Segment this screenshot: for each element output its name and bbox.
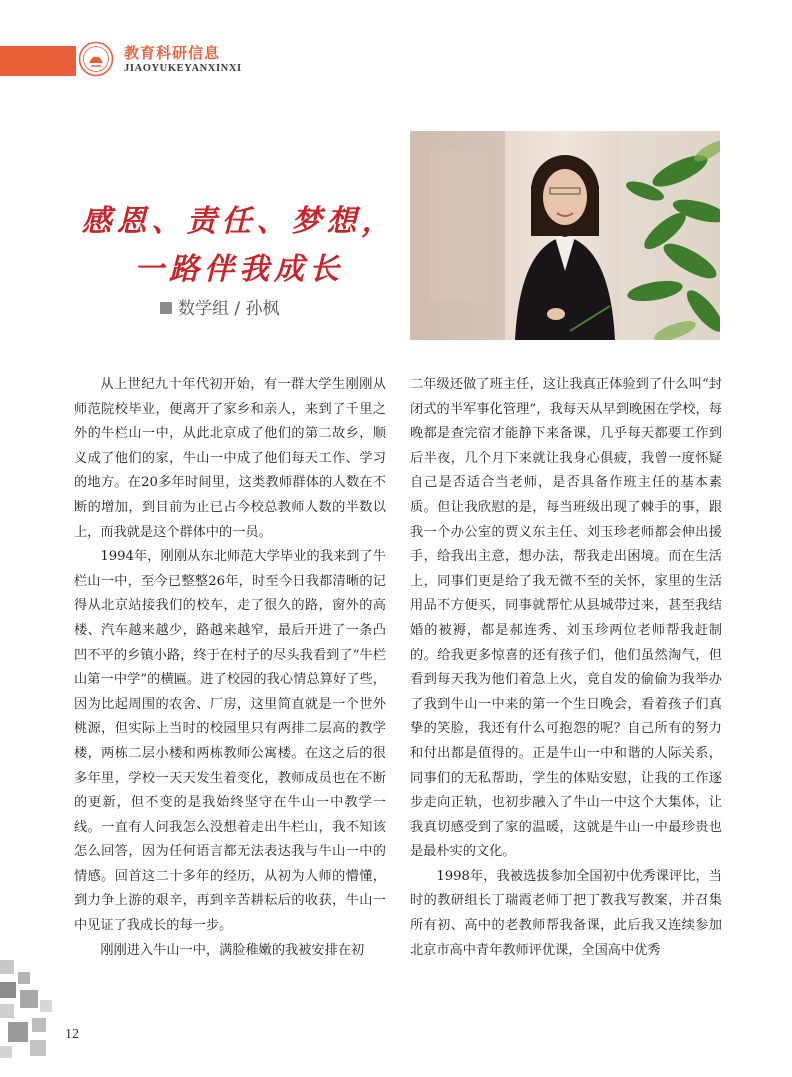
article-title-line2: 一路伴我成长 [134,252,344,287]
square-bullet-icon [160,302,172,314]
header-accent-bar [0,46,76,76]
body-column-right [410,373,722,963]
byline-text: 数学组 / 孙枫 [178,299,280,319]
decorative-squares-icon [0,960,80,1077]
magazine-title-pinyin: JIAOYUKEYANXINXI [124,63,242,74]
page-number: 12 [65,1027,79,1042]
body-column-left [74,373,386,963]
article-title [74,198,404,294]
magazine-title: 教育科研信息 [124,44,221,62]
paragraph: 1998年，我被选拔参加全国初中优秀课评比，当时的教研组长丁瑞霞老师丁把丁教我写教案，并召集所有初、高中的老教师帮我备课，此后我又连续参加北京市高中青年教师评优课，全国高中优秀 [410,868,722,958]
teacher-portrait-photo [410,131,720,340]
paragraph: 二年级还做了班主任，这让我真正体验到了什么叫“封闭式的半军事化管理”，我每天从早到晚困在学校，每晚都是查完宿才能静下来备课，几乎每天都要工作到后半夜，几个月下来就让我身心俱疲，我曾一度怀疑自己是否适合当老师，是否具备作班主任的基本素质。但让我欣慰的是，每当班级出现了棘手的事，跟我一个办公室的贾义东主任、刘玉珍老师都会伸出援手，给我出主意，想办法，帮我走出困境。而在生活上，同事们更是给了我无微不至的关怀，家里的生活用品不方便买，同事就帮忙从县城带过来，甚至我结婚的被褥，都是郝连秀、刘玉珍两位老师帮我赶制的。给我更多惊喜的还有孩子们，他们虽然淘气，但看到每天我为他们着急上火，竟自发的偷偷为我举办了我到牛山一中来的第一个生日晚会，看着孩子们真挚的笑脸，我还有什么可抱怨的呢？自己所有的努力和付出都是值得的。正是牛山一中和谐的人际关系，同事们的无私帮助，学生的体贴安慰，让我的工作逐步走向正轨，也初步融入了牛山一中这个大集体，让我真切感受到了家的温暖，这就是牛山一中最珍贵也是最朴实的文化。 [410,377,722,860]
article-title-line1: 感恩、责任、梦想， [81,204,397,239]
paragraph: 1994年，刚刚从东北师范大学毕业的我来到了牛栏山一中，至今已整整26年，时至今日我都清晰的记得从北京站接我们的校车，走了很久的路，窗外的高楼、汽车越来越少，路越来越窄，最后开进了一条凸凹不平的乡镇小路，终于在村子的尽头我看到了“牛栏山第一中学”的横匾。进了校园的我心情总算好了些，因为比起周围的农舍、厂房，这里简直就是一个世外桃源，但实际上当时的校园里只有两排二层高的教学楼，两栋二层小楼和两栋教师公寓楼。在这之后的很多年里，学校一天天发生着变化，教师成员也在不断的更新，但不变的是我始终坚守在牛山一中教学一线。一直有人问我怎么没想着走出牛栏山，我不知该怎么回答，因为任何语言都无法表达我与牛山一中的情感。回首这二十多年的经历，从初为人师的懵懂，到力争上游的艰辛，再到辛苦耕耘后的收获，牛山一中见证了我成长的每一步。 [74,549,386,934]
byline [160,294,280,319]
school-logo-icon [78,41,114,77]
paragraph: 从上世纪九十年代初开始，有一群大学生刚刚从师范院校毕业，便离开了家乡和亲人，来到了千里之外的牛栏山一中，从此北京成了他们的第二故乡，顺义成了他们的家，牛山一中成了他们每天工作、学习的地方。在20多年时间里，这类教师群体的人数在不断的增加，到目前为止已占今校总教师人数的半数以上，而我就是这个群体中的一员。 [74,377,386,540]
paragraph: 刚刚进入牛山一中，满脸稚嫩的我被安排在初 [100,942,365,958]
